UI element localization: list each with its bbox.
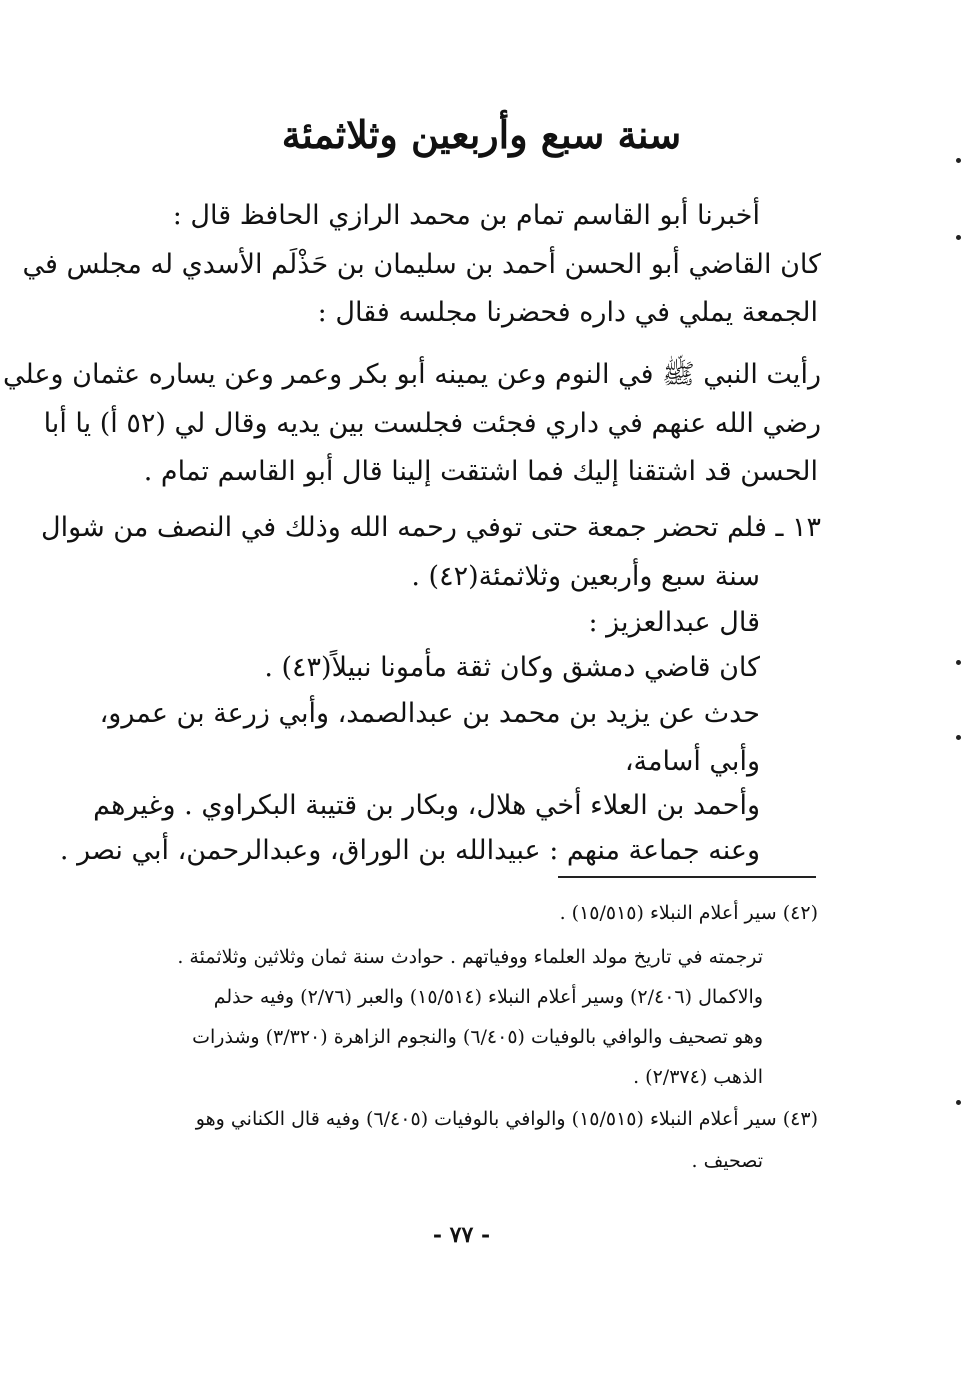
footnote-42-line-5: الذهب (٢/٣٧٤) . <box>633 1066 763 1088</box>
entry-first-line <box>41 508 821 548</box>
dream-line-2: رضي الله عنهم في داري فجئت فجلست بين يديه وقال لي (٥٢ أ) يا أبا <box>43 408 821 439</box>
entry-line-8: وعنه جماعة منهم : عبيدالله بن الوراق، وعبدالرحمن، أبي نصر . <box>59 835 760 866</box>
scan-speck <box>956 660 961 665</box>
entry-line-2: سنة سبع وأربعين وثلاثمئة(٤٢) . <box>411 561 760 592</box>
page-number: - ٧٧ - <box>432 1222 491 1248</box>
entry-line-5: حدث عن يزيد بن محمد بن عبدالصمد، وأبي زرعة بن عمرو، <box>99 698 760 729</box>
entry-line-1: فلم تحضر جمعة حتى توفي رحمه الله وذلك في النصف من شوال <box>41 512 767 543</box>
dream-line-1: رأيت النبي ﷺ في النوم وعن يمينه أبو بكر وعمر وعن يساره عثمان وعلي <box>2 359 821 390</box>
chapter-title: سنة سبع وأربعين وثلاثمئة <box>281 112 682 157</box>
intro-line-3: الجمعة يملي في داره فحضرنا مجلسه فقال : <box>317 297 818 328</box>
intro-line-2: كان القاضي أبو الحسن أحمد بن سليمان بن حَذْلَم الأسدي له مجلس في <box>22 249 821 280</box>
footnote-42-line-4: وهو تصحيف والوافي بالوفيات (٦/٤٠٥) والنجوم الزاهرة (٣/٣٢٠) وشذرات <box>192 1026 763 1048</box>
scan-speck <box>956 158 961 163</box>
footnote-42-line-3: والاكمال (٢/٤٠٦) وسير أعلام النبلاء (١٥/٥١٤) والعبر (٢/٧٦) وفيه حذلم <box>213 986 763 1008</box>
footnote-42: (٤٢) سير أعلام النبلاء (١٥/٥١٥) . <box>559 902 818 924</box>
scan-speck <box>956 735 961 740</box>
entry-line-6: وأبي أسامة، <box>624 746 760 777</box>
entry-number: ١٣ ـ <box>775 512 821 543</box>
footnote-43-line-2: تصحيف . <box>691 1150 763 1172</box>
entry-line-4: كان قاضي دمشق وكان ثقة مأمونا نبيلاً(٤٣) . <box>264 652 760 683</box>
footnote-42-line-2: ترجمته في تاريخ مولد العلماء ووفياتهم . حوادث سنة ثمان وثلاثين وثلاثمئة . <box>177 946 763 968</box>
entry-line-7: وأحمد بن العلاء أخي هلال، وبكار بن قتيبة البكراوي . وغيرهم <box>93 790 760 821</box>
intro-line-1: أخبرنا أبو القاسم تمام بن محمد الرازي الحافظ قال : <box>172 200 760 231</box>
dream-line-3: الحسن قد اشتقنا إليك فما اشتقت إلينا قال أبو القاسم تمام . <box>143 456 818 487</box>
scan-speck <box>956 235 961 240</box>
footnote-separator <box>558 876 816 878</box>
scan-speck <box>956 1100 961 1105</box>
footnote-43: (٤٣) سير أعلام النبلاء (١٥/٥١٥) والوافي بالوفيات (٦/٤٠٥) وفيه قال الكناني وهو <box>195 1108 818 1130</box>
entry-line-3: قال عبدالعزيز : <box>588 607 760 638</box>
